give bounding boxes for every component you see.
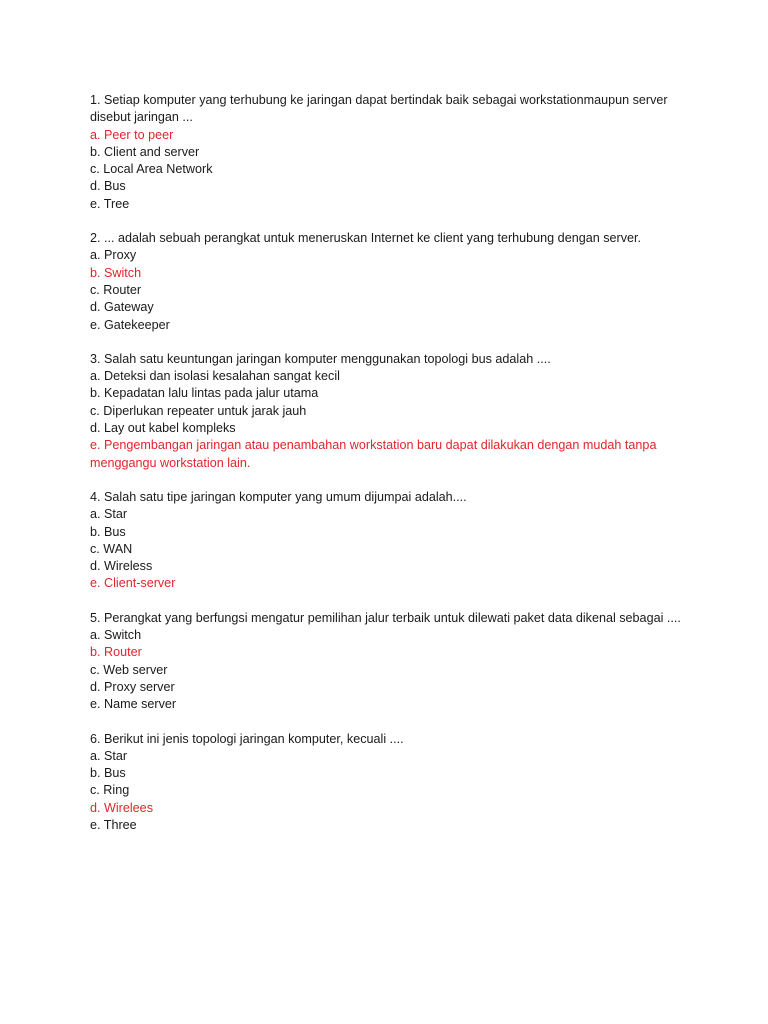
option-item: c. Diperlukan repeater untuk jarak jauh [90,403,307,418]
option-item: d. Lay out kabel kompleks [90,421,236,436]
question-text: 2. ... adalah sebuah perangkat untuk meneruskan Internet ke client yang terhubung dengan server. [90,231,642,246]
question-block [90,610,690,714]
document-page [90,92,690,851]
option-item: c. Web server [90,662,168,677]
question-text: 6. Berikut ini jenis topologi jaringan komputer, kecuali .... [90,731,404,746]
question-text: 4. Salah satu tipe jaringan komputer yang umum dijumpai adalah.... [90,489,467,504]
option-item: e. Tree [90,196,130,211]
question-block [90,731,690,835]
option-item: a. Proxy [90,248,137,263]
option-item: b. Kepadatan lalu lintas pada jalur utama [90,386,319,401]
option-item: e. Pengembangan jaringan atau penambahan workstation baru dapat dilakukan dengan mudah tanpa menggangu workstation lain. [90,438,657,470]
question-block [90,351,690,472]
option-item: d. Wirelees [90,800,153,815]
question-text: 5. Perangkat yang berfungsi mengatur pemilihan jalur terbaik untuk dilewati paket data dikenal sebagai .... [90,610,681,625]
question-block [90,230,690,334]
option-item: c. Local Area Network [90,162,213,177]
option-item: c. WAN [90,541,133,556]
option-item: c. Router [90,282,142,297]
option-item: d. Proxy server [90,679,175,694]
question-text: 1. Setiap komputer yang terhubung ke jaringan dapat bertindak baik sebagai workstationmaupun server disebut jaringan ... [90,93,668,125]
option-item: b. Bus [90,766,126,781]
option-item: e. Three [90,817,137,832]
question-block [90,92,690,213]
option-item: e. Client-server [90,576,176,591]
option-item: b. Switch [90,265,142,280]
option-item: e. Name server [90,697,177,712]
option-item: d. Bus [90,179,126,194]
question-text: 3. Salah satu keuntungan jaringan komputer menggunakan topologi bus adalah .... [90,351,551,366]
option-item: b. Router [90,645,142,660]
question-block [90,489,690,593]
option-item: b. Client and server [90,144,200,159]
option-item: a. Deteksi dan isolasi kesalahan sangat kecil [90,369,340,384]
option-item: c. Ring [90,783,130,798]
option-item: a. Switch [90,628,142,643]
option-item: a. Star [90,748,128,763]
option-item: d. Gateway [90,300,154,315]
option-item: a. Peer to peer [90,127,174,142]
option-item: a. Star [90,507,128,522]
option-item: e. Gatekeeper [90,317,170,332]
option-item: d. Wireless [90,559,153,574]
option-item: b. Bus [90,524,126,539]
